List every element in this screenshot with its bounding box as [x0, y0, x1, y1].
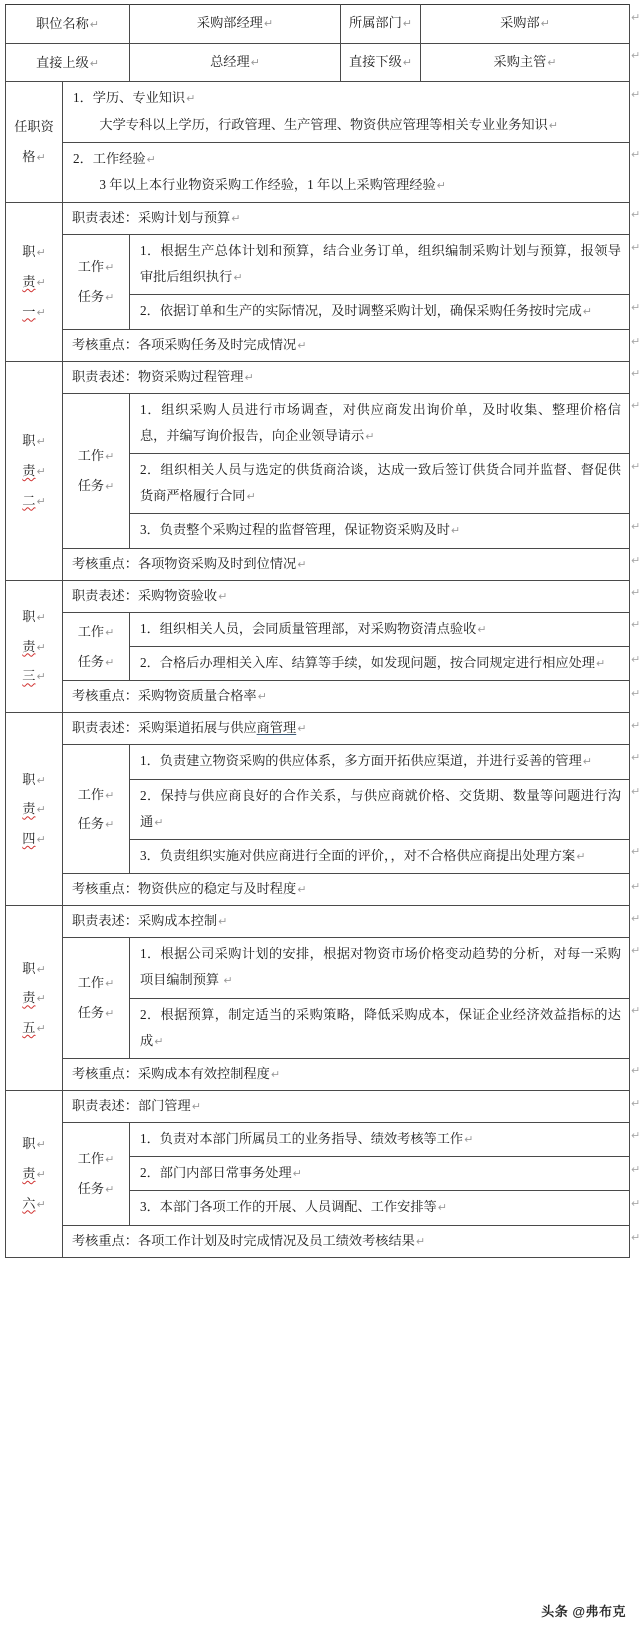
duty-task-text: 1．负责建立物资采购的供应体系，多方面开拓供应渠道，并进行妥善的管理 — [140, 753, 582, 769]
work-tasks-label: 工作 — [77, 447, 105, 463]
pilcrow-mark: ↵ — [146, 152, 156, 166]
pilcrow-mark: ↵ — [246, 490, 256, 504]
pilcrow-mark: ↵ — [257, 690, 267, 704]
cell-duty-task-text — [130, 1123, 630, 1157]
cell-work-tasks-label — [63, 393, 130, 548]
pilcrow-mark: ↵ — [36, 246, 46, 260]
work-tasks-label: 工作 — [77, 786, 105, 802]
pilcrow-mark: ↵ — [631, 49, 640, 63]
pilcrow-mark: ↵ — [415, 1234, 426, 1248]
duty-statement-value: 采购计划与预算 — [137, 209, 231, 225]
pilcrow-mark: ↵ — [244, 370, 254, 384]
qualification-item-title: 1．学历、专业知识 — [73, 90, 186, 106]
assessment-prefix: 考核重点： — [72, 555, 138, 571]
table-row-duty-assessment — [6, 1225, 630, 1257]
cell-work-tasks-label — [63, 745, 130, 874]
cell-duty-side-label — [6, 906, 63, 1091]
pilcrow-mark: ↵ — [477, 622, 487, 636]
pilcrow-mark: ↵ — [36, 962, 46, 976]
cell-duty-statement — [63, 202, 630, 234]
assessment-prefix: 考核重点： — [72, 1065, 138, 1081]
pilcrow-mark: ↵ — [36, 992, 46, 1006]
duty-task-text: 3．负责组织实施对供应商进行全面的评价，，对不合格供应商提出处理方案 — [140, 847, 576, 863]
assessment-prefix: 考核重点： — [72, 881, 138, 897]
cell-duty-task-text — [130, 612, 630, 646]
pilcrow-mark: ↵ — [631, 1196, 640, 1210]
table-row-duty-statement — [6, 1091, 630, 1123]
pilcrow-mark: ↵ — [36, 494, 46, 508]
cell-duty-task-text — [130, 998, 630, 1058]
cell-duty-task-text — [130, 1191, 630, 1225]
cell-qualification-item-1 — [63, 82, 630, 142]
pilcrow-mark: ↵ — [36, 275, 46, 289]
duty-task-text: 1．根据公司采购计划的安排，根据对物资市场价格变动趋势的分析，对每一采购项目编制预算 — [140, 946, 621, 988]
position-name-value: 采购部经理 — [196, 15, 263, 31]
duty-statement-value: 采购成本控制 — [137, 913, 218, 929]
assessment-prefix: 考核重点： — [72, 1232, 138, 1248]
cell-qualification-label — [6, 82, 63, 203]
cell-duty-statement — [63, 906, 630, 938]
duty-task-text: 1．组织相关人员，会同质量管理部，对采购物资清点验收 — [140, 620, 477, 636]
cell-duty-assessment — [63, 874, 630, 906]
table-row-duty-assessment — [6, 681, 630, 713]
pilcrow-mark: ↵ — [582, 755, 592, 769]
pilcrow-mark: ↵ — [36, 773, 46, 787]
pilcrow-mark: ↵ — [270, 1067, 281, 1081]
cell-duty-statement — [63, 1091, 630, 1123]
direct-superior-label: 直接上级 — [36, 54, 89, 70]
work-tasks-label: 工作 — [77, 259, 105, 275]
pilcrow-mark: ↵ — [631, 652, 640, 666]
cell-duty-task-text — [130, 295, 630, 329]
cell-duty-task-text — [130, 779, 630, 839]
pilcrow-mark: ↵ — [186, 92, 196, 106]
pilcrow-mark: ↵ — [631, 459, 640, 473]
pilcrow-mark: ↵ — [631, 686, 640, 700]
pilcrow-mark: ↵ — [218, 915, 228, 929]
pilcrow-mark: ↵ — [231, 211, 241, 225]
pilcrow-mark: ↵ — [105, 818, 115, 832]
pilcrow-mark: ↵ — [105, 261, 115, 275]
pilcrow-mark: ↵ — [105, 655, 115, 669]
pilcrow-mark: ↵ — [631, 1231, 640, 1245]
table-row-duty-task — [6, 745, 630, 779]
pilcrow-mark: ↵ — [402, 55, 412, 69]
pilcrow-mark: ↵ — [631, 519, 640, 533]
cell-duty-task-text — [130, 393, 630, 453]
cell-duty-side-label — [6, 202, 63, 361]
pilcrow-mark: ↵ — [631, 911, 640, 925]
pilcrow-mark: ↵ — [402, 17, 412, 31]
duty-side-label: 职↵ 责↵ 一↵ — [22, 244, 46, 319]
pilcrow-mark: ↵ — [631, 1004, 640, 1018]
pilcrow-mark: ↵ — [631, 208, 640, 222]
assessment-value: 各项物资采购及时到位情况 — [137, 555, 297, 571]
pilcrow-mark: ↵ — [36, 670, 46, 684]
direct-subordinate-label: 直接下级 — [349, 53, 402, 69]
pilcrow-mark: ↵ — [36, 803, 46, 817]
table-row-qualification-2 — [6, 142, 630, 202]
pilcrow-mark: ↵ — [547, 55, 557, 69]
qualification-label: 任职资格↵ — [14, 119, 54, 165]
duty-task-text: 1．负责对本部门所属员工的业务指导、绩效考核等工作 — [140, 1131, 464, 1147]
pilcrow-mark: ↵ — [540, 17, 550, 31]
table-row-duty-statement — [6, 202, 630, 234]
assessment-value: 采购成本有效控制程度 — [137, 1065, 270, 1081]
cell-qualification-item-2 — [63, 142, 630, 202]
work-tasks-label: 任务 — [77, 288, 105, 304]
cell-duty-task-text — [130, 454, 630, 514]
duty-statement-value: 物资采购过程管理 — [137, 368, 244, 384]
cell-position-value — [130, 5, 341, 44]
cell-subordinate-value — [421, 43, 630, 82]
cell-work-tasks-label — [63, 235, 130, 329]
pilcrow-mark: ↵ — [365, 429, 375, 443]
pilcrow-mark: ↵ — [105, 977, 115, 991]
pilcrow-mark: ↵ — [631, 148, 640, 162]
pilcrow-mark: ↵ — [631, 785, 640, 799]
pilcrow-mark: ↵ — [631, 845, 640, 859]
pilcrow-mark: ↵ — [548, 118, 558, 132]
pilcrow-mark: ↵ — [297, 722, 307, 736]
pilcrow-mark: ↵ — [631, 618, 640, 632]
pilcrow-mark: ↵ — [105, 449, 115, 463]
pilcrow-mark: ↵ — [250, 55, 260, 69]
table-row-duty-assessment — [6, 874, 630, 906]
table-row-superior — [6, 43, 630, 82]
work-tasks-label: 工作 — [77, 623, 105, 639]
duty-statement-prefix: 职责表述： — [72, 368, 138, 384]
direct-subordinate-value: 采购主管 — [493, 53, 547, 69]
pilcrow-mark: ↵ — [89, 18, 99, 31]
table-row-duty-task — [6, 938, 630, 998]
pilcrow-mark: ↵ — [233, 271, 243, 285]
work-tasks-label: 工作 — [77, 975, 105, 991]
duty-side-label: 职↵ 责↵ 二↵ — [22, 433, 46, 508]
pilcrow-mark: ↵ — [263, 17, 274, 31]
pilcrow-mark: ↵ — [595, 657, 606, 671]
pilcrow-mark: ↵ — [631, 586, 640, 600]
pilcrow-mark: ↵ — [105, 290, 115, 304]
duty-statement-prefix: 职责表述： — [72, 720, 138, 736]
cell-subordinate-label — [341, 43, 421, 82]
table-row-duty-task — [6, 1123, 630, 1157]
duty-statement-value: 部门管理 — [137, 1098, 191, 1114]
work-tasks-label: 任务 — [77, 653, 105, 669]
cell-position-label — [6, 5, 130, 44]
work-tasks-label: 任务 — [77, 477, 105, 493]
duty-side-label: 职↵ 责↵ 五↵ — [22, 960, 46, 1035]
watermark: 头条 @弗布克 — [541, 1604, 626, 1619]
pilcrow-mark: ↵ — [154, 1034, 164, 1048]
pilcrow-mark: ↵ — [105, 479, 115, 493]
pilcrow-mark: ↵ — [631, 1162, 640, 1176]
cell-duty-assessment — [63, 681, 630, 713]
qualification-item-body: 大学专科以上学历，行政管理、生产管理、物资供应管理等相关专业业务知识 — [99, 116, 548, 132]
department-value: 采购部 — [500, 15, 540, 31]
work-tasks-label: 任务 — [77, 1180, 105, 1196]
pilcrow-mark: ↵ — [191, 1100, 201, 1114]
pilcrow-mark: ↵ — [631, 367, 640, 381]
cell-duty-statement — [63, 713, 630, 745]
work-tasks-label: 任务 — [77, 1005, 105, 1021]
cell-duty-assessment — [63, 1058, 630, 1090]
cell-duty-side-label — [6, 1091, 63, 1258]
cell-work-tasks-label — [63, 1123, 130, 1225]
pilcrow-mark: ↵ — [631, 750, 640, 764]
table-row-duty-statement — [6, 580, 630, 612]
cell-work-tasks-label — [63, 612, 130, 680]
cell-duty-statement — [63, 361, 630, 393]
duty-statement-prefix: 职责表述： — [72, 913, 138, 929]
pilcrow-mark: ↵ — [297, 338, 307, 352]
duty-side-label: 职↵ 责↵ 三↵ — [22, 608, 46, 684]
duty-task-text: 2．保持与供应商良好的合作关系，与供应商就价格、交货期、数量等问题进行沟通 — [140, 787, 621, 829]
cell-duty-statement — [63, 580, 630, 612]
table-row-duty-assessment — [6, 329, 630, 361]
duty-side-label: 职↵ 责↵ 六↵ — [22, 1136, 46, 1211]
position-name-label: 职位名称 — [36, 16, 89, 31]
duty-task-text: 2．部门内部日常事务处理 — [140, 1165, 292, 1181]
cell-duty-task-text — [130, 839, 630, 873]
cell-duty-task-text — [130, 235, 630, 295]
pilcrow-mark: ↵ — [631, 87, 640, 101]
pilcrow-mark: ↵ — [631, 879, 640, 893]
pilcrow-mark: ↵ — [631, 718, 640, 732]
cell-duty-side-label — [6, 713, 63, 906]
qualification-item-body: 3 年以上本行业物资采购工作经验，1 年以上采购管理经验 — [99, 176, 436, 192]
cell-duty-side-label — [6, 361, 63, 580]
pilcrow-mark: ↵ — [36, 1197, 46, 1211]
pilcrow-mark: ↵ — [36, 1138, 46, 1152]
duty-statement-prefix: 职责表述： — [72, 587, 138, 603]
cell-work-tasks-label — [63, 938, 130, 1059]
table-row-duty-statement — [6, 361, 630, 393]
cell-department-label — [341, 5, 421, 44]
pilcrow-mark: ↵ — [36, 464, 46, 478]
pilcrow-mark: ↵ — [36, 151, 46, 165]
pilcrow-mark: ↵ — [450, 524, 461, 538]
cell-superior-label — [6, 43, 130, 82]
qualification-item-title: 2．工作经验 — [73, 150, 146, 166]
pilcrow-mark: ↵ — [631, 335, 640, 349]
duty-statement-value: 采购物资验收 — [137, 587, 218, 603]
work-tasks-label: 工作 — [77, 1151, 105, 1167]
pilcrow-mark: ↵ — [576, 849, 586, 863]
pilcrow-mark: ↵ — [36, 640, 46, 654]
work-tasks-label: 任务 — [77, 816, 105, 832]
duty-task-text: 2．组织相关人员与选定的供货商洽谈，达成一致后签订供货合同并监督、督促供货商严格履行合同 — [140, 462, 621, 504]
cell-superior-value — [130, 43, 341, 82]
pilcrow-mark: ↵ — [105, 788, 115, 802]
cell-duty-task-text — [130, 1157, 630, 1191]
cell-duty-task-text — [130, 647, 630, 681]
pilcrow-mark: ↵ — [105, 1153, 115, 1167]
pilcrow-mark: ↵ — [631, 943, 640, 957]
pilcrow-mark: ↵ — [582, 305, 592, 319]
pilcrow-mark: ↵ — [154, 815, 164, 829]
pilcrow-mark: ↵ — [631, 240, 640, 254]
job-description-table — [5, 4, 630, 1258]
pilcrow-mark: ↵ — [36, 305, 46, 319]
table-row-position — [6, 5, 630, 44]
table-row-duty-task — [6, 393, 630, 453]
assessment-value: 各项工作计划及时完成情况及员工绩效考核结果 — [137, 1232, 415, 1248]
duty-statement-value: 采购渠道拓展与供应商管理 — [137, 720, 297, 736]
duty-statement-prefix: 职责表述： — [72, 1098, 138, 1114]
cell-duty-side-label — [6, 580, 63, 713]
assessment-prefix: 考核重点： — [72, 688, 138, 704]
pilcrow-mark: ↵ — [218, 589, 228, 603]
assessment-value: 采购物资质量合格率 — [137, 688, 257, 704]
duty-statement-underlined-part: 商管理 — [256, 720, 297, 736]
pilcrow-mark: ↵ — [297, 883, 307, 897]
pilcrow-mark: ↵ — [631, 10, 640, 24]
pilcrow-mark: ↵ — [105, 1007, 115, 1021]
assessment-value: 物资供应的稳定与及时程度 — [137, 881, 297, 897]
table-row-qualification-1 — [6, 82, 630, 142]
pilcrow-mark: ↵ — [89, 56, 99, 70]
pilcrow-mark: ↵ — [631, 554, 640, 568]
pilcrow-mark: ↵ — [105, 625, 115, 639]
pilcrow-mark: ↵ — [631, 1128, 640, 1142]
pilcrow-mark: ↵ — [36, 1168, 46, 1182]
cell-duty-assessment — [63, 548, 630, 580]
department-label: 所属部门 — [349, 15, 402, 31]
cell-duty-assessment — [63, 1225, 630, 1257]
cell-duty-assessment — [63, 329, 630, 361]
direct-superior-value: 总经理 — [210, 53, 250, 69]
pilcrow-mark: ↵ — [436, 178, 446, 192]
duty-side-label: 职↵ 责↵ 四↵ — [22, 771, 46, 847]
pilcrow-mark: ↵ — [631, 1064, 640, 1078]
pilcrow-mark: ↵ — [36, 833, 46, 847]
duty-task-text: 1．组织采购人员进行市场调查，对供应商发出询价单，及时收集、整理价格信息，并编写询价报告，向企业领导请示 — [140, 401, 621, 443]
pilcrow-mark: ↵ — [631, 300, 640, 314]
duty-task-text: 2．合格后办理相关入库、结算等手续，如发现问题，按合同规定进行相应处理 — [140, 655, 595, 671]
pilcrow-mark: ↵ — [464, 1133, 474, 1147]
cell-duty-task-text — [130, 938, 630, 998]
table-row-duty-assessment — [6, 1058, 630, 1090]
table-row-duty-statement — [6, 713, 630, 745]
pilcrow-mark: ↵ — [223, 974, 233, 988]
pilcrow-mark: ↵ — [105, 1182, 115, 1196]
pilcrow-mark: ↵ — [631, 399, 640, 413]
pilcrow-mark: ↵ — [297, 557, 307, 571]
duty-task-text: 2．依据订单和生产的实际情况，及时调整采购计划，确保采购任务按时完成 — [140, 303, 582, 319]
pilcrow-mark: ↵ — [292, 1167, 302, 1181]
pilcrow-mark: ↵ — [36, 435, 46, 449]
duty-task-text: 3．本部门各项工作的开展、人员调配、工作安排等 — [140, 1199, 437, 1215]
duty-statement-prefix: 职责表述： — [72, 209, 138, 225]
pilcrow-mark: ↵ — [437, 1201, 447, 1215]
table-row-duty-task — [6, 235, 630, 295]
cell-duty-task-text — [130, 514, 630, 548]
duty-task-text: 2．根据预算，制定适当的采购策略，降低采购成本，保证企业经济效益指标的达成 — [140, 1006, 621, 1048]
pilcrow-mark: ↵ — [631, 1096, 640, 1110]
pilcrow-mark: ↵ — [36, 1021, 46, 1035]
assessment-prefix: 考核重点： — [72, 336, 138, 352]
table-row-duty-assessment — [6, 548, 630, 580]
assessment-value: 各项采购任务及时完成情况 — [137, 336, 297, 352]
pilcrow-mark: ↵ — [36, 610, 46, 624]
duty-task-text: 1．根据生产总体计划和预算，结合业务订单，组织编制采购计划与预算，报领导审批后组织执行 — [140, 243, 621, 285]
duty-task-text: 3．负责整个采购过程的监督管理，保证物资采购及时 — [140, 522, 450, 538]
table-row-duty-statement — [6, 906, 630, 938]
cell-duty-task-text — [130, 745, 630, 779]
cell-department-value — [421, 5, 630, 44]
table-row-duty-task — [6, 612, 630, 646]
